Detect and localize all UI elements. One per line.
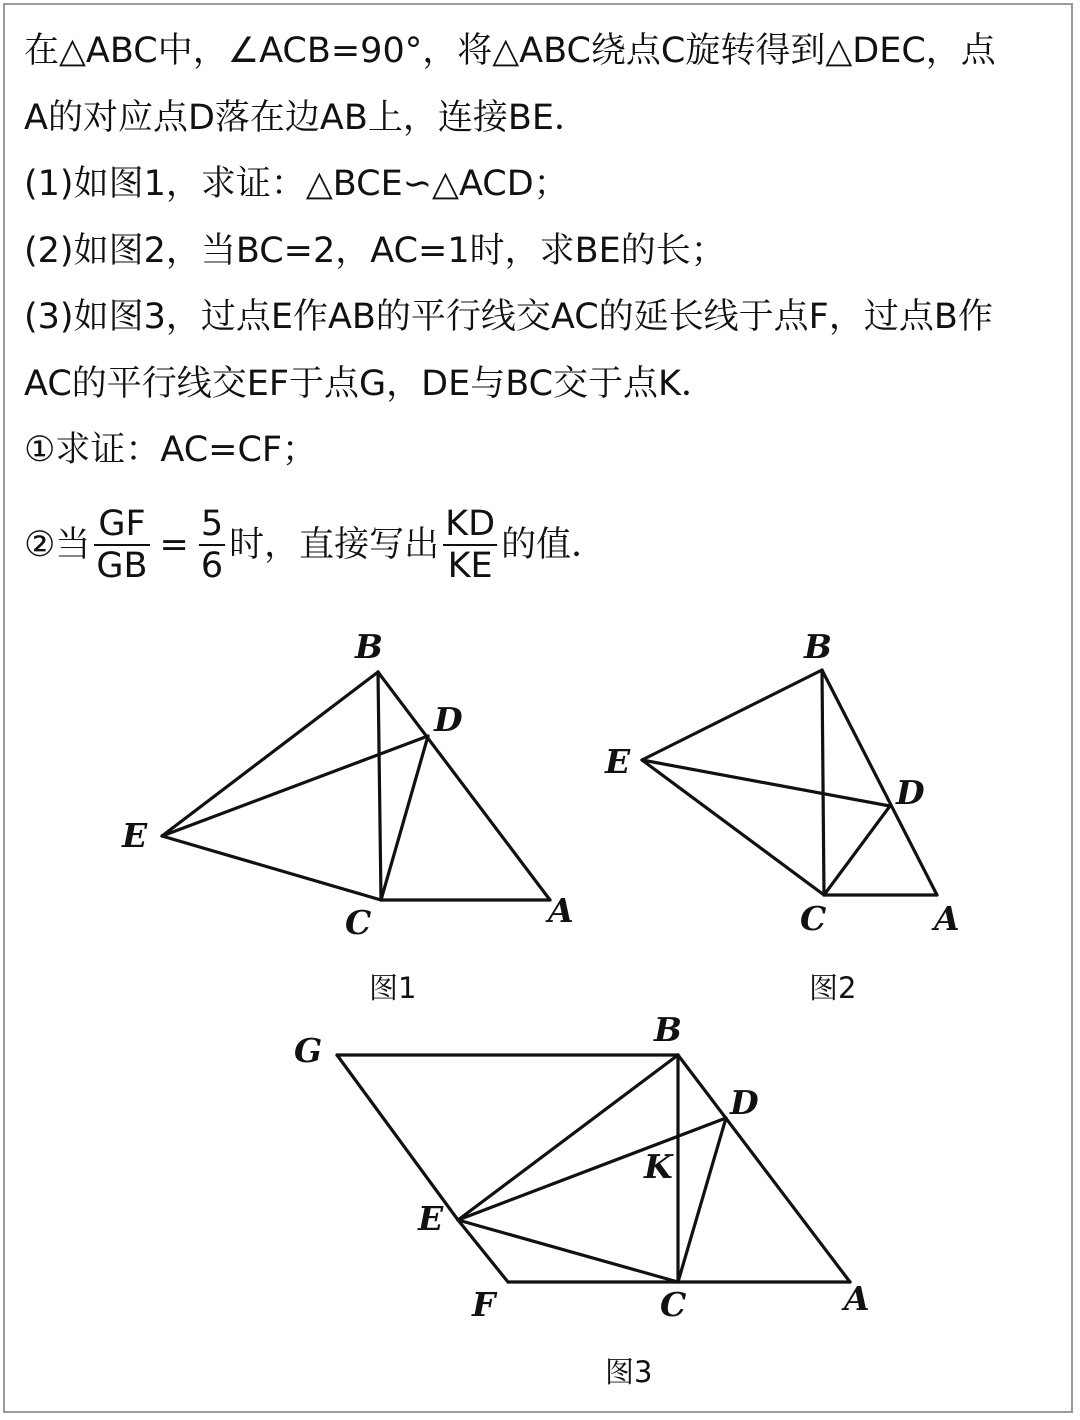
point-label-b: B <box>654 1010 682 1049</box>
point-label-d: D <box>896 773 925 812</box>
subquestion-1: ①求证：AC=CF； <box>24 430 318 470</box>
segment-ef <box>458 1220 508 1282</box>
segment-dc <box>381 736 428 900</box>
point-label-e: E <box>605 742 631 781</box>
point-label-e: E <box>122 816 148 855</box>
problem-line-1: 在△ABC中，∠ACB=90°，将△ABC绕点C旋转得到△DEC，点 <box>24 31 996 71</box>
point-label-d: D <box>434 700 463 739</box>
segment-ec <box>458 1220 678 1282</box>
question-part-2: (2)如图2，当BC=2，AC=1时，求BE的长； <box>24 230 726 271</box>
segment-ba <box>378 672 550 900</box>
point-label-g: G <box>294 1031 323 1070</box>
subquestion-2-middle: 时，直接写出 <box>229 524 440 565</box>
figure-1 <box>121 627 574 1005</box>
segment-be <box>642 670 822 760</box>
equals-sign: = <box>159 524 189 565</box>
segment-ba <box>678 1055 850 1282</box>
segment-ec <box>162 836 381 900</box>
point-label-b: B <box>804 627 832 666</box>
subquestion-2-suffix: 的值． <box>501 524 607 565</box>
segment-bc <box>822 670 824 895</box>
point-label-c: C <box>345 903 372 942</box>
fraction-denominator: KE <box>447 545 493 586</box>
fraction-numerator: KD <box>445 503 496 544</box>
point-label-a: A <box>934 899 960 938</box>
question-part-3-line-2: AC的平行线交EF于点G，DE与BC交于点K． <box>24 363 716 404</box>
segment-ec <box>642 760 824 895</box>
figure-caption-1: 图1 <box>369 971 417 1005</box>
fraction-numerator: GF <box>98 503 146 544</box>
fraction-denominator: GB <box>96 545 148 586</box>
segment-dc <box>824 806 890 895</box>
point-label-k: K <box>644 1147 673 1186</box>
subquestion-2-prefix: ②当 <box>24 524 91 565</box>
segment-ed <box>642 760 890 806</box>
fraction-denominator: 6 <box>200 545 224 586</box>
segment-be <box>458 1055 678 1220</box>
segment-ge <box>337 1055 458 1220</box>
segment-bc <box>378 672 381 900</box>
figure-caption-2: 图2 <box>809 971 857 1005</box>
question-part-1: (1)如图1，求证：△BCE∽△ACD； <box>24 164 569 204</box>
point-label-a: A <box>548 891 574 930</box>
problem-line-2: A的对应点D落在边AB上，连接BE． <box>24 97 589 138</box>
point-label-c: C <box>800 899 827 938</box>
segment-ed <box>458 1118 726 1220</box>
segment-dc <box>678 1118 726 1282</box>
point-label-f: F <box>472 1285 496 1324</box>
segment-ed <box>162 736 428 836</box>
figure-caption-3: 图3 <box>605 1355 653 1389</box>
question-part-3-line-1: (3)如图3，过点E作AB的平行线交AC的延长线于点F，过点B作 <box>24 297 993 337</box>
point-label-e: E <box>418 1199 444 1238</box>
point-label-a: A <box>844 1279 870 1318</box>
fraction-numerator: 5 <box>200 503 224 544</box>
figure-3 <box>294 1010 870 1389</box>
point-label-d: D <box>730 1083 759 1122</box>
figure-2 <box>604 627 960 1005</box>
point-label-b: B <box>355 627 383 666</box>
segment-be <box>162 672 378 836</box>
point-label-c: C <box>660 1285 687 1324</box>
